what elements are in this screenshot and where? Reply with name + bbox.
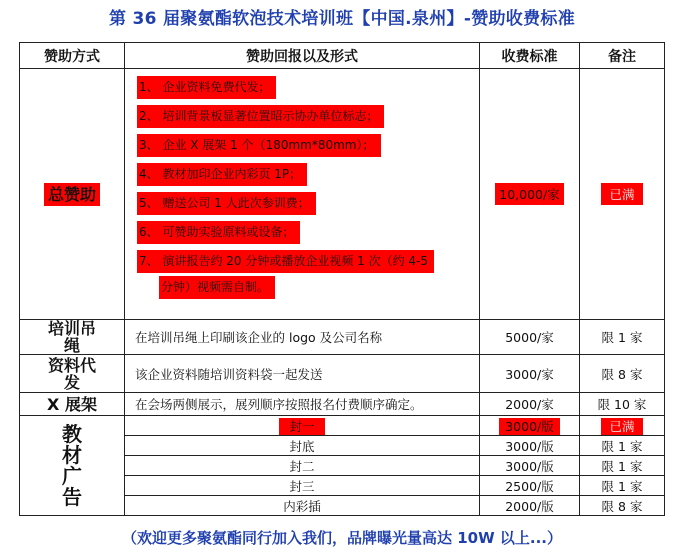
ad-row-1 xyxy=(20,416,665,436)
materials-label: 资料代发 xyxy=(20,355,125,393)
general-item-2: 2、 培训背景板显著位置昭示协办单位标志； xyxy=(137,105,384,128)
rope-row xyxy=(20,320,665,355)
ad-content-1: 封一 xyxy=(125,416,480,436)
ads-label: 教 材 广 告 xyxy=(20,416,125,516)
general-note: 已满 xyxy=(601,183,642,205)
header-note: 备注 xyxy=(580,43,665,69)
ad-content-4: 封三 xyxy=(125,476,480,496)
general-sponsor-label-cell xyxy=(20,69,125,320)
rope-note: 限 1 家 xyxy=(580,320,665,355)
general-item-3: 3、 企业 X 展架 1 个（180mm*80mm）； xyxy=(137,134,381,157)
rope-label: 培训吊绳 xyxy=(20,320,125,355)
general-sponsor-label: 总赞助 xyxy=(44,183,100,206)
general-item-1: 1、 企业资料免费代发； xyxy=(137,76,276,99)
ad-note-1: 已满 xyxy=(580,416,665,436)
ad-fee-3: 3000/版 xyxy=(480,456,580,476)
ad-note-3: 限 1 家 xyxy=(580,456,665,476)
general-fee: 10,000/家 xyxy=(495,183,563,205)
sponsor-table xyxy=(19,42,665,516)
ad-fee-5: 2000/版 xyxy=(480,496,580,516)
ad-content-2: 封底 xyxy=(125,436,480,456)
xstand-note: 限 10 家 xyxy=(580,393,665,416)
xstand-content: 在会场两侧展示，展列顺序按照报名付费顺序确定。 xyxy=(125,393,480,416)
xstand-fee: 2000/家 xyxy=(480,393,580,416)
rope-fee: 5000/家 xyxy=(480,320,580,355)
header-fee: 收费标准 xyxy=(480,43,580,69)
general-item-7: 7、 演讲报告约 20 分钟或播放企业视频 1 次（约 4-5 xyxy=(137,250,434,273)
ad-fee-2: 3000/版 xyxy=(480,436,580,456)
ad-note-5: 限 8 家 xyxy=(580,496,665,516)
general-item-5: 5、 赠送公司 1 人此次参训费； xyxy=(137,192,316,215)
general-item-6: 6、 可赞助实验原料或设备； xyxy=(137,221,300,244)
header-type: 赞助方式 xyxy=(20,43,125,69)
general-note-cell xyxy=(580,69,665,320)
general-sponsor-items xyxy=(125,69,480,320)
materials-row xyxy=(20,355,665,393)
materials-fee: 3000/家 xyxy=(480,355,580,393)
general-item-4: 4、 教材加印企业内彩页 1P； xyxy=(137,163,307,186)
xstand-label: X 展架 xyxy=(20,393,125,416)
ad-note-2: 限 1 家 xyxy=(580,436,665,456)
rope-content: 在培训吊绳上印刷该企业的 logo 及公司名称 xyxy=(125,320,480,355)
ad-fee-4: 2500/版 xyxy=(480,476,580,496)
general-sponsor-row xyxy=(20,69,665,320)
ad-content-3: 封二 xyxy=(125,456,480,476)
header-content: 赞助回报以及形式 xyxy=(125,43,480,69)
general-item-7-cont: 分钟）视频需自制。 xyxy=(159,276,275,299)
header-row xyxy=(20,43,665,69)
ad-content-5: 内彩插 xyxy=(125,496,480,516)
ad-note-4: 限 1 家 xyxy=(580,476,665,496)
materials-content: 该企业资料随培训资料袋一起发送 xyxy=(125,355,480,393)
general-fee-cell xyxy=(480,69,580,320)
footer-note: （欢迎更多聚氨酯同行加入我们，品牌曝光量高达 10W 以上...） xyxy=(122,529,562,547)
materials-note: 限 8 家 xyxy=(580,355,665,393)
ad-fee-1: 3000/版 xyxy=(480,416,580,436)
page-title: 第 36 届聚氨酯软泡技术培训班【中国.泉州】-赞助收费标准 xyxy=(108,9,575,29)
xstand-row xyxy=(20,393,665,416)
